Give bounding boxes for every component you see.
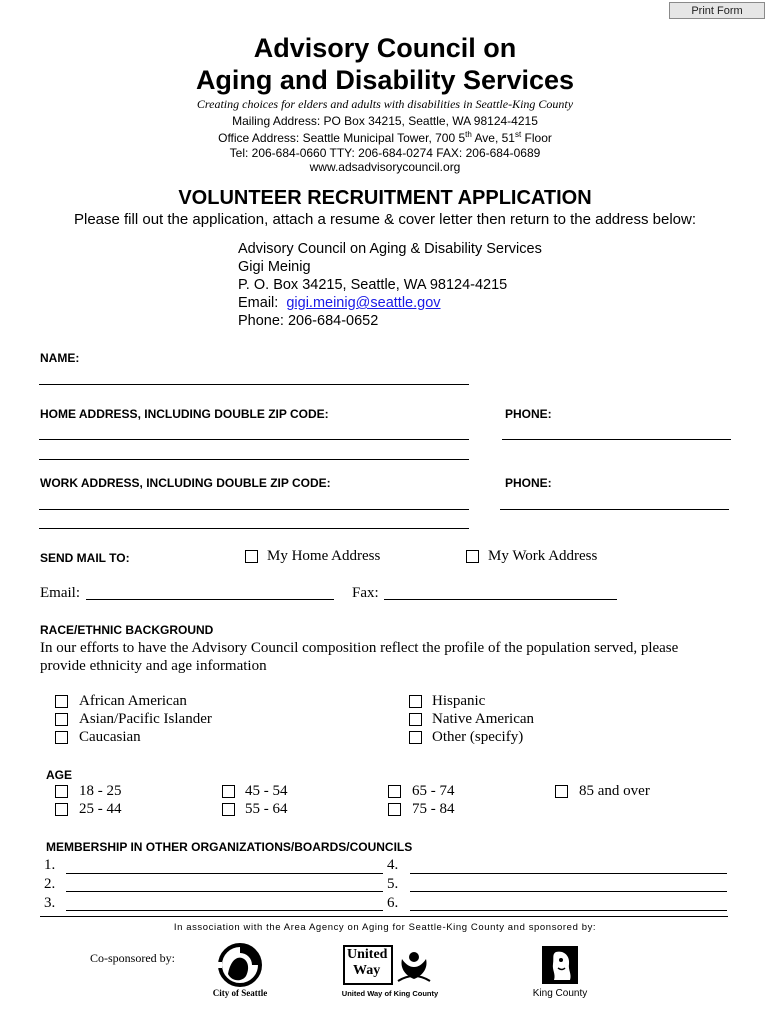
age-option: 25 - 44: [79, 801, 122, 817]
work-phone-label: PHONE:: [505, 476, 552, 490]
united-way-line-1: United: [347, 947, 388, 962]
membership-field-2[interactable]: [66, 891, 383, 892]
race-option: Asian/Pacific Islander: [79, 711, 212, 727]
title-line-2: Aging and Disability Services: [195, 65, 575, 95]
name-label: NAME:: [40, 351, 80, 365]
hispanic-checkbox[interactable]: [409, 695, 422, 708]
king-county-caption: King County: [532, 988, 588, 999]
age-18-25-checkbox[interactable]: [55, 785, 68, 798]
age-heading: AGE: [46, 768, 73, 782]
cosponsored-label: Co-sponsored by:: [90, 951, 175, 965]
membership-number: 6.: [387, 895, 399, 911]
age-75-84-checkbox[interactable]: [388, 803, 401, 816]
work-address-field-1[interactable]: [39, 509, 469, 510]
age-option: 85 and over: [579, 783, 650, 799]
send-mail-label: SEND MAIL TO:: [40, 551, 130, 565]
united-way-logo: [343, 945, 393, 985]
email-label: Email:: [40, 585, 80, 601]
fax-field[interactable]: [384, 599, 617, 600]
email-link[interactable]: gigi.meinig@seattle.gov: [286, 295, 441, 311]
race-option: Caucasian: [79, 729, 141, 745]
city-seal-icon: [212, 942, 268, 988]
king-county-logo: [542, 946, 578, 984]
age-option: 65 - 74: [412, 783, 455, 799]
footer-divider: [40, 916, 728, 917]
caucasian-checkbox[interactable]: [55, 731, 68, 744]
city-of-seattle-caption: City of Seattle: [212, 988, 268, 998]
tel-fax: Tel: 206-684-0660 TTY: 206-684-0274 FAX: 206-684-0689: [229, 146, 541, 160]
membership-field-1[interactable]: [66, 873, 383, 874]
work-address-checkbox[interactable]: [466, 550, 479, 563]
age-85-over-checkbox[interactable]: [555, 785, 568, 798]
african-american-checkbox[interactable]: [55, 695, 68, 708]
race-option: Other (specify): [432, 729, 524, 745]
race-desc-1: In our efforts to have the Advisory Council composition reflect the profile of the population served, please: [40, 640, 679, 656]
print-form-button[interactable]: Print Form: [669, 2, 765, 19]
age-25-44-checkbox[interactable]: [55, 803, 68, 816]
email-field[interactable]: [86, 599, 334, 600]
work-phone-field[interactable]: [500, 509, 729, 510]
race-option: Hispanic: [432, 693, 486, 709]
age-45-54-checkbox[interactable]: [222, 785, 235, 798]
home-phone-label: PHONE:: [505, 407, 552, 421]
race-desc-2: provide ethnicity and age information: [40, 658, 267, 674]
return-po: P. O. Box 34215, Seattle, WA 98124-4215: [238, 277, 508, 293]
membership-field-4[interactable]: [410, 873, 727, 874]
city-of-seattle-logo: [212, 942, 268, 988]
work-address-field-2[interactable]: [39, 528, 469, 529]
age-option: 75 - 84: [412, 801, 455, 817]
return-contact: Gigi Meinig: [238, 259, 311, 275]
united-way-hand-icon: [394, 945, 434, 985]
membership-field-3[interactable]: [66, 910, 383, 911]
application-title: VOLUNTEER RECRUITMENT APPLICATION: [178, 187, 592, 209]
age-option: 18 - 25: [79, 783, 122, 799]
return-email: Email: gigi.meinig@seattle.gov: [238, 295, 441, 311]
work-address-option: My Work Address: [488, 548, 598, 564]
work-address-label: WORK ADDRESS, INCLUDING DOUBLE ZIP CODE:: [40, 476, 331, 490]
mailing-address: Mailing Address: PO Box 34215, Seattle, WA 98124-4215: [232, 114, 538, 128]
race-option: African American: [79, 693, 187, 709]
membership-number: 2.: [44, 876, 56, 892]
website: www.adsadvisorycouncil.org: [309, 160, 461, 174]
instructions: Please fill out the application, attach a resume & cover letter then return to the address below:: [73, 211, 697, 228]
asian-pacific-checkbox[interactable]: [55, 713, 68, 726]
title-line-1: Advisory Council on: [253, 33, 517, 63]
other-specify-checkbox[interactable]: [409, 731, 422, 744]
return-phone: Phone: 206-684-0652: [238, 313, 379, 329]
home-phone-field[interactable]: [502, 439, 731, 440]
race-option: Native American: [432, 711, 535, 727]
membership-number: 5.: [387, 876, 399, 892]
return-org: Advisory Council on Aging & Disability Services: [238, 241, 542, 257]
united-way-line-2: Way: [353, 963, 381, 978]
membership-number: 3.: [44, 895, 56, 911]
race-heading: RACE/ETHNIC BACKGROUND: [40, 623, 214, 637]
fax-label: Fax:: [352, 585, 379, 601]
age-option: 45 - 54: [245, 783, 288, 799]
age-65-74-checkbox[interactable]: [388, 785, 401, 798]
membership-heading: MEMBERSHIP IN OTHER ORGANIZATIONS/BOARDS/COUNCILS: [46, 840, 413, 854]
home-address-field-2[interactable]: [39, 459, 469, 460]
age-option: 55 - 64: [245, 801, 288, 817]
king-county-icon: [542, 946, 578, 984]
membership-field-6[interactable]: [410, 910, 727, 911]
name-field[interactable]: [39, 384, 469, 385]
united-way-caption: United Way of King County: [341, 989, 439, 998]
office-address: Office Address: Seattle Municipal Tower, 700 5th Ave, 51st Floor: [218, 130, 552, 145]
home-address-field-1[interactable]: [39, 439, 469, 440]
age-55-64-checkbox[interactable]: [222, 803, 235, 816]
home-address-label: HOME ADDRESS, INCLUDING DOUBLE ZIP CODE:: [40, 407, 329, 421]
native-american-checkbox[interactable]: [409, 713, 422, 726]
membership-field-5[interactable]: [410, 891, 727, 892]
membership-number: 4.: [387, 857, 399, 873]
membership-number: 1.: [44, 857, 56, 873]
association-text: In association with the Area Agency on Aging for Seattle-King County and sponsored by:: [173, 922, 597, 933]
home-address-checkbox[interactable]: [245, 550, 258, 563]
tagline: Creating choices for elders and adults with disabilities in Seattle-King County: [196, 97, 574, 111]
home-address-option: My Home Address: [267, 548, 381, 564]
